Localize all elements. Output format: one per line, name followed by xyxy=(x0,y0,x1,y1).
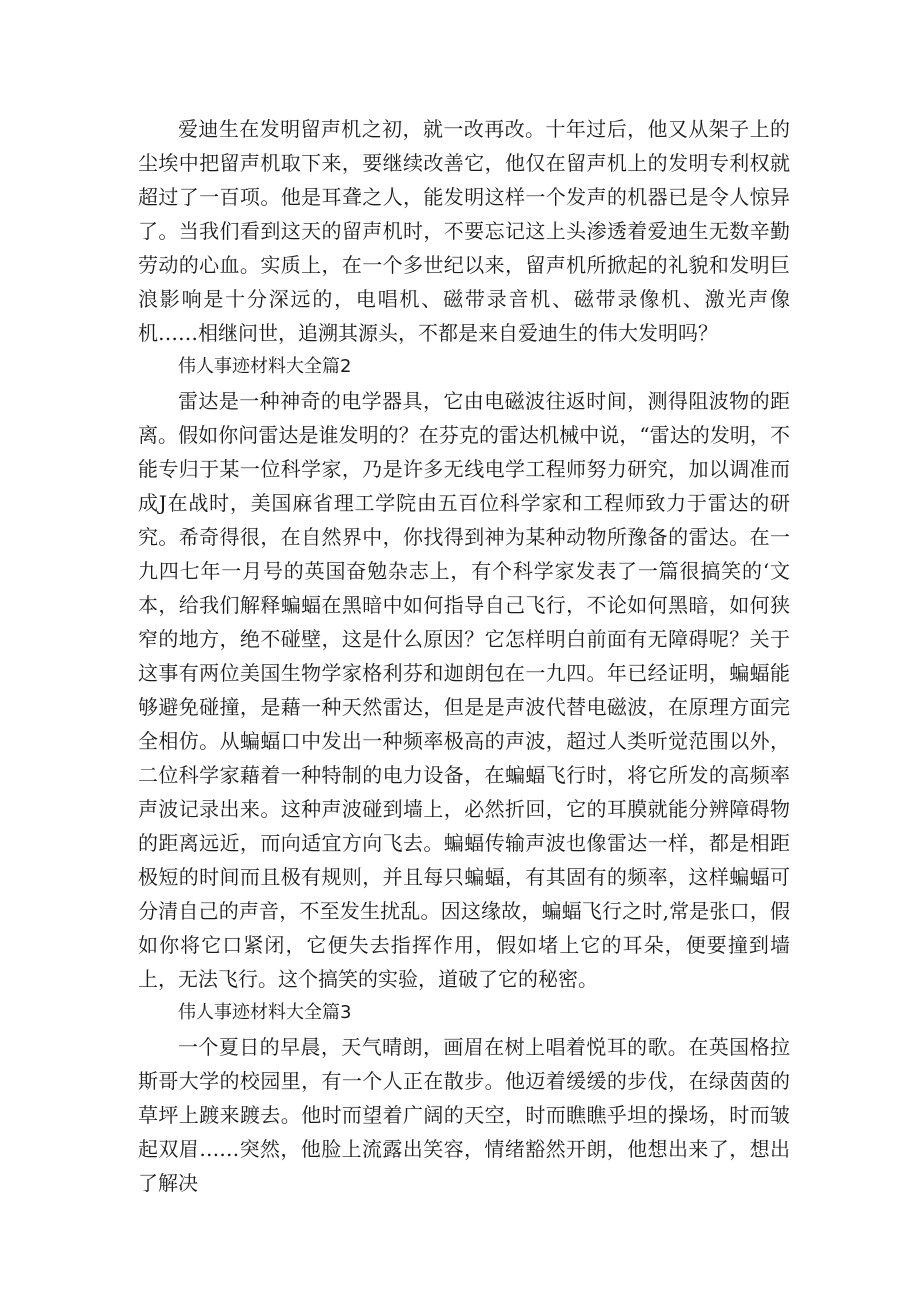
section-heading-2: 伟人事迹材料大全篇2 xyxy=(178,356,352,377)
paragraph-summer-morning: 一个夏日的早晨，天气晴朗，画眉在树上唱着悦耳的歌。在英国格拉斯哥大学的校园里，有一个人正在散步。他迈着缓缓的步伐，在绿茵茵的草坪上踱来踱去。他时而望着广阔的天空，时而瞧瞧乎坦的操场，时而皱起双眉……突然，他脸上流露出笑容，情绪豁然开朗，他想出来了，想出了解决 xyxy=(138,1035,790,1195)
document-page xyxy=(138,112,790,1200)
paragraph-edison: 爱迪生在发明留声机之初，就一改再改。十年过后，他又从架子上的尘埃中把留声机取下来，要继续改善它，他仅在留声机上的发明专利权就超过了一百项。他是耳聋之人，能发明这样一个发声的机器已是令人惊异了。当我们看到这天的留声机时，不要忘记这上头渗透着爱迪生无数辛勤劳动的心血。实质上，在一个多世纪以来，留声机所掀起的礼貌和发明巨浪影响是十分深远的，电唱机、磁带录音机、磁带录像机、激光声像机……相继问世，追溯其源头，不都是来自爱迪生的伟大发明吗？ xyxy=(138,117,790,345)
paragraph-radar: 雷达是一种神奇的电学器具，它由电磁波往返时间，测得阻波物的距离。假如你问雷达是谁发明的？在芬克的雷达机械中说，“雷达的发明，不能专归于某一位科学家，乃是许多无线电学工程师努力研究，加以调准而成J在战时，美国麻省理工学院由五百位科学家和工程师致力于雷达的研究。希奇得很，在自然界中，你找得到神为某种动物所豫备的雷达。在一九四七年一月号的英国奋勉杂志上，有个科学家发表了一篇很搞笑的‘文本，给我们解释蝙蝠在黑暗中如何指导自己飞行，不论如何黑暗，如何狭窄的地方，绝不碰壁，这是什么原因？它怎样明白前面有无障碍呢？关于这事有两位美国生物学家格利芬和迦朗包在一九四。年已经证明，蝙蝠能够避免碰撞，是藉一种天然雷达，但是是声波代替电磁波，在原理方面完全相仿。从蝙蝠口中发出一种频率极高的声波，超过人类听觉范围以外，二位科学家藉着一种特制的电力设备，在蝙蝠飞行时，将它所发的高频率声波记录出来。这种声波碰到墙上，必然折回，它的耳膜就能分辨障碍物的距离远近，而向适宜方向飞去。蝙蝠传输声波也像雷达一样，都是相距极短的时间而且极有规则，并且每只蝙蝠，有其固有的频率，这样蝙蝠可分清自己的声音，不至发生扰乱。因这缘故，蝙蝠飞行之时,常是张口，假如你将它口紧闭，它便失去指挥作用，假如堵上它的耳朵，便要撞到墙上，无法飞行。这个搞笑的实验，道破了它的秘密。 xyxy=(138,389,790,991)
section-heading-3: 伟人事迹材料大全篇3 xyxy=(178,1002,352,1023)
